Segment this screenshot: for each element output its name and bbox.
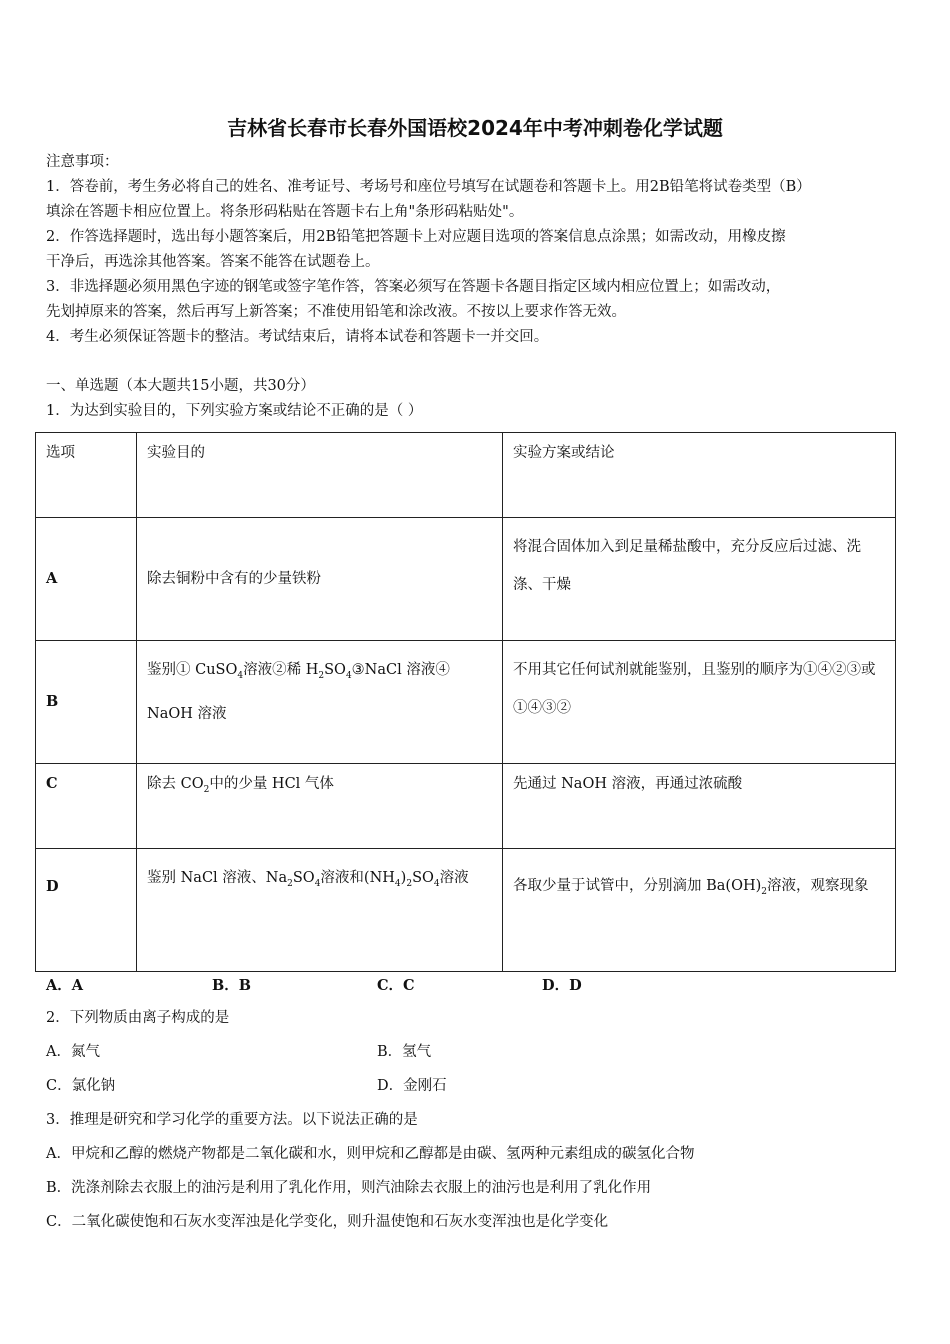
experiment-table	[35, 432, 896, 972]
section-heading: 一、单选题（本大题共15小题，共30分）	[46, 378, 315, 394]
header-plan: 实验方案或结论	[503, 433, 896, 518]
header-aim: 实验目的	[137, 433, 503, 518]
table-row	[36, 764, 896, 849]
option-c[interactable]: C．氯化钠	[46, 1078, 116, 1094]
row-plan: 不用其它任何试剂就能鉴别，且鉴别的顺序为①④②③或①④③②	[503, 641, 896, 764]
row-option: D	[36, 849, 137, 972]
option-b[interactable]: B．洗涤剂除去衣服上的油污是利用了乳化作用，则汽油除去衣服上的油污也是利用了乳化作用	[46, 1180, 652, 1196]
page-title: 吉林省长春市长春外国语校2024年中考冲刺卷化学试题	[227, 116, 723, 140]
notice-heading: 注意事项：	[46, 154, 119, 170]
option-c[interactable]: C．二氧化碳使饱和石灰水变浑浊是化学变化，则升温使饱和石灰水变浑浊也是化学变化	[46, 1214, 609, 1230]
table-header-row	[36, 433, 896, 518]
row-plan: 将混合固体加入到足量稀盐酸中，充分反应后过滤、洗涤、干燥	[503, 518, 896, 641]
table-row	[36, 518, 896, 641]
row-option: C	[36, 764, 137, 849]
row-aim: 鉴别 NaCl 溶液、$Na_2SO_4$溶液和$(NH_4)_2SO_4$溶液	[137, 849, 503, 972]
row-aim: 除去 $CO_2$中的少量 HCl 气体	[137, 764, 503, 849]
option-a[interactable]: A．氮气	[46, 1044, 100, 1060]
option-d[interactable]: D．金刚石	[377, 1078, 447, 1094]
row-option: A	[36, 518, 137, 641]
row-aim: 鉴别① CuSO$_4$溶液②稀 $H_2SO_4③NaCl$ 溶液④ NaOH 溶液	[137, 641, 503, 764]
row-option: B	[36, 641, 137, 764]
row-aim: 除去铜粉中含有的少量铁粉	[137, 518, 503, 641]
notice-line: 先划掉原来的答案，然后再写上新答案；不准使用铅笔和涂改液。不按以上要求作答无效。	[46, 304, 626, 320]
notice-line: 干净后，再选涂其他答案。答案不能答在试题卷上。	[46, 254, 380, 270]
notice-line: 4．考生必须保证答题卡的整洁。考试结束后，请将本试卷和答题卡一并交回。	[46, 329, 549, 345]
option-b[interactable]: B．B	[212, 977, 252, 994]
question-1-stem: 1．为达到实验目的，下列实验方案或结论不正确的是（ ）	[46, 403, 423, 419]
option-b[interactable]: B．氢气	[377, 1044, 432, 1060]
option-c[interactable]: C．C	[377, 977, 415, 994]
table-row	[36, 641, 896, 764]
question-2-stem: 2．下列物质由离子构成的是	[46, 1010, 230, 1026]
notice-line: 1．答卷前，考生务必将自己的姓名、准考证号、考场号和座位号填写在试题卷和答题卡上。用2B铅笔将试卷类型（B）	[46, 179, 811, 195]
header-option: 选项	[36, 433, 137, 518]
option-a[interactable]: A．甲烷和乙醇的燃烧产物都是二氧化碳和水，则甲烷和乙醇都是由碳、氢两种元素组成的碳氢化合物	[46, 1146, 695, 1162]
question-3-stem: 3．推理是研究和学习化学的重要方法。以下说法正确的是	[46, 1112, 418, 1128]
table-row	[36, 849, 896, 972]
row-plan: 先通过 NaOH 溶液，再通过浓硫酸	[503, 764, 896, 849]
notice-line: 2．作答选择题时，选出每小题答案后，用2B铅笔把答题卡上对应题目选项的答案信息点涂黑；如需改动，用橡皮擦	[46, 229, 786, 245]
option-a[interactable]: A．A	[46, 977, 84, 994]
notice-line: 填涂在答题卡相应位置上。将条形码粘贴在答题卡右上角"条形码粘贴处"。	[46, 204, 524, 220]
notice-line: 3．非选择题必须用黑色字迹的钢笔或签字笔作答，答案必须写在答题卡各题目指定区域内相应位置上；如需改动，	[46, 279, 781, 295]
option-d[interactable]: D．D	[542, 977, 582, 994]
row-plan: 各取少量于试管中，分别滴加 $Ba(OH)_2$溶液，观察现象	[503, 849, 896, 972]
